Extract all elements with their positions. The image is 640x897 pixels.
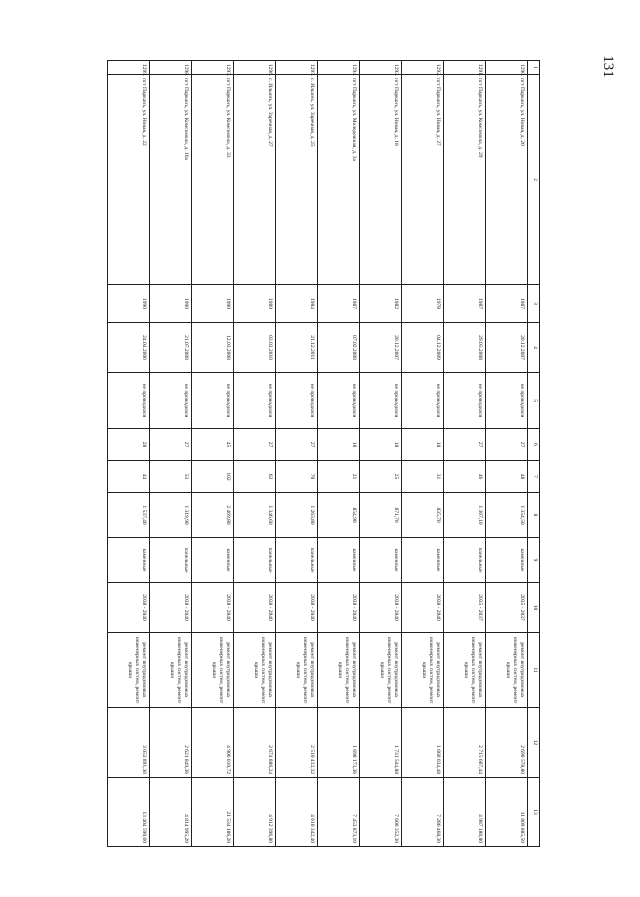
period-cell: 2038 - 2040 bbox=[108, 583, 150, 633]
repair-status-cell: не проводился bbox=[318, 373, 360, 429]
wall-material-cell: каменные bbox=[402, 538, 444, 583]
column-number: 11 bbox=[528, 633, 540, 708]
wall-material-cell: панельные bbox=[234, 538, 276, 583]
table-row bbox=[192, 61, 234, 847]
column-number: 9 bbox=[528, 538, 540, 583]
repair-status-cell: не проводился bbox=[108, 373, 150, 429]
year-cell: 1982 bbox=[360, 285, 402, 323]
row-number: 1298. bbox=[150, 61, 192, 75]
area-cell: 871,70 bbox=[360, 493, 402, 538]
work-type-cell: ремонт внутридомовых инженерных систем, ремонт крыши bbox=[192, 633, 234, 708]
address-cell: пгт Парканъ, ул. Новая, д. 22 bbox=[108, 75, 150, 285]
cost-cell: 1 660 034,48 bbox=[402, 708, 444, 778]
period-cell: 2038 - 2040 bbox=[318, 583, 360, 633]
row-number: 1291. bbox=[444, 61, 486, 75]
total-cell: 21 534 186,20 bbox=[192, 778, 234, 847]
wall-material-cell: каменные bbox=[486, 538, 528, 583]
year-cell: 1990 bbox=[150, 285, 192, 323]
address-cell: пгт Парканъ, ул. Новая, д. 20 bbox=[486, 75, 528, 285]
col7-cell: 44 bbox=[108, 461, 150, 493]
year-cell: 1989 bbox=[234, 285, 276, 323]
date-cell: 04.12.2009 bbox=[402, 323, 444, 373]
column-number: 5 bbox=[528, 373, 540, 429]
column-number: 8 bbox=[528, 493, 540, 538]
column-number: 7 bbox=[528, 461, 540, 493]
period-cell: 2035 - 2037 bbox=[486, 583, 528, 633]
col7-cell: 53 bbox=[150, 461, 192, 493]
total-cell: 7 286 468,30 bbox=[402, 778, 444, 847]
area-cell: 1 354,50 bbox=[486, 493, 528, 538]
cost-cell: 4 906 010,72 bbox=[192, 708, 234, 778]
row-number: 1299. bbox=[108, 61, 150, 75]
page-number: 131 bbox=[599, 55, 616, 78]
address-cell: пгт Парканъ, ул. Новая, д. 18 bbox=[360, 75, 402, 285]
col6-cell: 27 bbox=[150, 429, 192, 461]
col7-cell: 21 bbox=[318, 461, 360, 493]
col6-cell: 18 bbox=[318, 429, 360, 461]
table-row bbox=[276, 61, 318, 847]
cost-cell: 2 674 886,24 bbox=[234, 708, 276, 778]
repair-status-cell: не проводился bbox=[444, 373, 486, 429]
col6-cell: 18 bbox=[402, 429, 444, 461]
col6-cell: 45 bbox=[192, 429, 234, 461]
work-type-cell: ремонт внутридомовых инженерных систем, ремонт крыши bbox=[486, 633, 528, 708]
address-cell: с. Ильинъ, ул. Заречная, д. 27 bbox=[234, 75, 276, 285]
col7-cell: 70 bbox=[276, 461, 318, 493]
wall-material-cell: каменные bbox=[360, 538, 402, 583]
work-type-cell: ремонт внутридомовых инженерных систем, ремонт крыши bbox=[402, 633, 444, 708]
column-number: 3 bbox=[528, 285, 540, 323]
area-cell: 854,90 bbox=[318, 493, 360, 538]
area-cell: 1 346,60 bbox=[234, 493, 276, 538]
column-number: 13 bbox=[528, 778, 540, 847]
total-cell: 4 814 995,20 bbox=[150, 778, 192, 847]
area-cell: 835,70 bbox=[402, 493, 444, 538]
row-number: 1296. bbox=[234, 61, 276, 75]
repair-status-cell: не проводился bbox=[150, 373, 192, 429]
total-cell: 13 404 590,60 bbox=[108, 778, 150, 847]
row-number: 1295. bbox=[276, 61, 318, 75]
period-cell: 2038 - 2040 bbox=[276, 583, 318, 633]
period-cell: 2038 - 2040 bbox=[360, 583, 402, 633]
column-number-row bbox=[528, 61, 540, 847]
area-cell: 2 469,80 bbox=[192, 493, 234, 538]
year-cell: 1990 bbox=[108, 285, 150, 323]
table-row bbox=[402, 61, 444, 847]
col6-cell: 27 bbox=[444, 429, 486, 461]
col7-cell: 31 bbox=[402, 461, 444, 493]
repair-status-cell: не проводился bbox=[486, 373, 528, 429]
year-cell: 1987 bbox=[486, 285, 528, 323]
column-number: 1 bbox=[528, 61, 540, 75]
repair-status-cell: не проводился bbox=[276, 373, 318, 429]
table-row bbox=[444, 61, 486, 847]
repair-status-cell: не проводился bbox=[360, 373, 402, 429]
col7-cell: 25 bbox=[360, 461, 402, 493]
date-cell: 29.05.2008 bbox=[444, 323, 486, 373]
repair-status-cell: не проводился bbox=[234, 373, 276, 429]
row-number: 1290. bbox=[486, 61, 528, 75]
row-number: 1292. bbox=[402, 61, 444, 75]
cost-cell: 2 690 578,80 bbox=[486, 708, 528, 778]
date-cell: 20.12.2007 bbox=[486, 323, 528, 373]
address-cell: пгт Парканъ, ул. Молодежная, д. 3а bbox=[318, 75, 360, 285]
col6-cell: 18 bbox=[360, 429, 402, 461]
col7-cell: 46 bbox=[444, 461, 486, 493]
table-row bbox=[486, 61, 528, 847]
year-cell: 1984 bbox=[276, 285, 318, 323]
cost-cell: 2 715 607,44 bbox=[444, 708, 486, 778]
row-number: 1294. bbox=[318, 61, 360, 75]
row-number: 1297. bbox=[192, 61, 234, 75]
date-cell: 21.07.2008 bbox=[150, 323, 192, 373]
repair-status-cell: не проводился bbox=[402, 373, 444, 429]
col6-cell: 27 bbox=[276, 429, 318, 461]
period-cell: 2038 - 2040 bbox=[234, 583, 276, 633]
area-cell: 1 367,10 bbox=[444, 493, 486, 538]
address-cell: пгт Парканъ, ул. Комсомола, д. 16а bbox=[150, 75, 192, 285]
date-cell: 07.02.2008 bbox=[318, 323, 360, 373]
address-cell: с. Ильинъ, ул. Заречная, д. 25 bbox=[276, 75, 318, 285]
table-row bbox=[360, 61, 402, 847]
total-cell: 11 809 885,50 bbox=[486, 778, 528, 847]
table-row bbox=[318, 61, 360, 847]
cost-cell: 3 053 891,36 bbox=[108, 708, 150, 778]
area-cell: 1 263,80 bbox=[276, 493, 318, 538]
work-type-cell: ремонт внутридомовых инженерных систем, ремонт крыши bbox=[150, 633, 192, 708]
address-cell: пгт Парканъ, ул. Комсомола, д. 33 bbox=[192, 75, 234, 285]
cost-cell: 2 510 412,32 bbox=[276, 708, 318, 778]
year-cell: 1987 bbox=[444, 285, 486, 323]
work-type-cell: ремонт внутридомовых инженерных систем, ремонт крыши bbox=[360, 633, 402, 708]
table-row bbox=[150, 61, 192, 847]
column-number: 12 bbox=[528, 708, 540, 778]
cost-cell: 2 621 849,36 bbox=[150, 708, 192, 778]
date-cell: 12.03.2008 bbox=[192, 323, 234, 373]
column-number: 4 bbox=[528, 323, 540, 373]
period-cell: 2038 - 2040 bbox=[192, 583, 234, 633]
total-cell: 4 987 180,80 bbox=[444, 778, 486, 847]
date-cell: 21.12.2011 bbox=[276, 323, 318, 373]
address-cell: пгт Парканъ, ул. Новая, д. 27 bbox=[402, 75, 444, 285]
date-cell: 20.12.2007 bbox=[360, 323, 402, 373]
work-type-cell: ремонт внутридомовых инженерных систем, ремонт крыши bbox=[108, 633, 150, 708]
area-cell: 1 319,90 bbox=[150, 493, 192, 538]
col6-cell: 27 bbox=[486, 429, 528, 461]
table-row bbox=[234, 61, 276, 847]
wall-material-cell: каменные bbox=[318, 538, 360, 583]
date-cell: 24.04.2006 bbox=[108, 323, 150, 373]
year-cell: 1978 bbox=[402, 285, 444, 323]
cost-cell: 1 731 544,88 bbox=[360, 708, 402, 778]
table-row bbox=[108, 61, 150, 847]
period-cell: 2038 - 2040 bbox=[402, 583, 444, 633]
wall-material-cell: каменные bbox=[108, 538, 150, 583]
repair-status-cell: не проводился bbox=[192, 373, 234, 429]
col7-cell: 102 bbox=[192, 461, 234, 493]
date-cell: 03.03.2010 bbox=[234, 323, 276, 373]
work-type-cell: ремонт внутридомовых инженерных систем, ремонт крыши bbox=[276, 633, 318, 708]
total-cell: 7 600 352,30 bbox=[360, 778, 402, 847]
year-cell: 1990 bbox=[192, 285, 234, 323]
period-cell: 2035 - 2037 bbox=[444, 583, 486, 633]
total-cell: 7 453 873,10 bbox=[318, 778, 360, 847]
wall-material-cell: каменные bbox=[192, 538, 234, 583]
col7-cell: 62 bbox=[234, 461, 276, 493]
total-cell: 4 610 342,40 bbox=[276, 778, 318, 847]
wall-material-cell: панельные bbox=[150, 538, 192, 583]
col7-cell: 48 bbox=[486, 461, 528, 493]
column-number: 10 bbox=[528, 583, 540, 633]
work-type-cell: ремонт внутридомовых инженерных систем, ремонт крыши bbox=[444, 633, 486, 708]
cost-cell: 1 698 173,36 bbox=[318, 708, 360, 778]
wall-material-cell: панельные bbox=[444, 538, 486, 583]
period-cell: 2038 - 2040 bbox=[150, 583, 192, 633]
column-number: 6 bbox=[528, 429, 540, 461]
col6-cell: 27 bbox=[234, 429, 276, 461]
work-type-cell: ремонт внутридомовых инженерных систем, ремонт крыши bbox=[318, 633, 360, 708]
year-cell: 1987 bbox=[318, 285, 360, 323]
rotated-table-container bbox=[108, 60, 540, 846]
housing-repair-table bbox=[107, 60, 540, 847]
address-cell: пгт Парканъ, ул. Комсомола, д. 29 bbox=[444, 75, 486, 285]
wall-material-cell: панельные bbox=[276, 538, 318, 583]
total-cell: 4 912 396,80 bbox=[234, 778, 276, 847]
area-cell: 1 537,40 bbox=[108, 493, 150, 538]
column-number: 2 bbox=[528, 75, 540, 285]
work-type-cell: ремонт внутридомовых инженерных систем, ремонт крыши bbox=[234, 633, 276, 708]
col6-cell: 28 bbox=[108, 429, 150, 461]
row-number: 1293. bbox=[360, 61, 402, 75]
